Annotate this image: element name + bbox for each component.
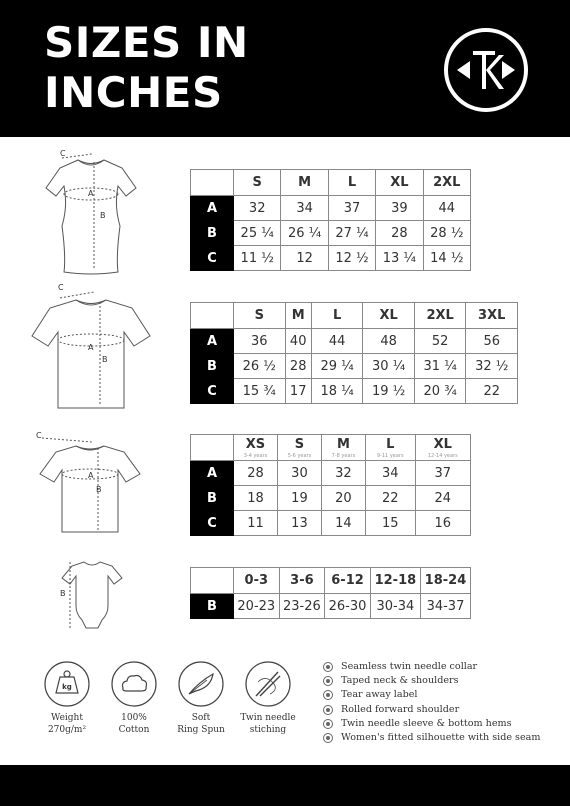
table-corner (191, 568, 234, 594)
age-range: 5-6 years (287, 452, 312, 459)
table-cell: 28 (234, 461, 278, 486)
table-cell: 28 (376, 221, 423, 246)
row-label: A (191, 196, 234, 221)
table-cell: 23-26 (279, 594, 325, 619)
size-header (415, 435, 470, 461)
table-cell: 30-34 (370, 594, 420, 619)
label-a-2: A (88, 343, 94, 352)
table-cell: 20 ¾ (414, 379, 466, 404)
row-label: A (191, 329, 234, 354)
page-title: SIZES IN INCHES (44, 18, 249, 117)
row-label: B (191, 221, 234, 246)
feature-text: Seamless twin needle collar (341, 661, 478, 672)
label-b-1: B (100, 211, 106, 220)
baby-bodysuit-diagram (58, 554, 128, 634)
table-cell: 37 (328, 196, 375, 221)
icon-label-ringspun: Soft Ring Spun (177, 713, 225, 735)
table-cell: 29 ¼ (311, 354, 363, 379)
bullet-icon (323, 733, 333, 743)
table-cell: 34 (281, 196, 328, 221)
table-corner (191, 435, 234, 461)
table-cell: 13 ¼ (376, 246, 423, 271)
table-cell: 28 ½ (423, 221, 470, 246)
table-cell: 16 (415, 511, 470, 536)
size-header (234, 435, 278, 461)
size-label: XS (245, 436, 266, 452)
size-header: L (311, 303, 363, 329)
table-cell: 34 (365, 461, 415, 486)
table-cell: 30 ¼ (363, 354, 415, 379)
table-cell: 17 (285, 379, 311, 404)
size-label: S (294, 436, 305, 452)
table-cell: 14 (321, 511, 365, 536)
label-b-3: B (96, 485, 102, 494)
table-cell: 20 (321, 486, 365, 511)
weight-icon-glyph: kg (62, 683, 72, 691)
label-b-2: B (102, 355, 108, 364)
size-header (321, 435, 365, 461)
table-cell: 32 ½ (466, 354, 518, 379)
bullet-icon (323, 705, 333, 715)
feature-text: Rolled forward shoulder (341, 703, 460, 715)
table-cell: 11 (234, 511, 278, 536)
icon-label-weight: Weight 270g/m² (47, 713, 87, 735)
table-cell: 19 (277, 486, 321, 511)
bullet-icon (323, 662, 333, 672)
feature-list (323, 660, 540, 745)
kids-tshirt-diagram (32, 428, 148, 538)
size-label: M (336, 436, 350, 452)
row-label: C (191, 246, 234, 271)
table-cell: 26 ¼ (281, 221, 328, 246)
unisex-tshirt-diagram (28, 280, 154, 414)
size-header: 2XL (423, 170, 470, 196)
size-table-kids (190, 434, 471, 536)
age-range: 12-14 years (427, 452, 458, 459)
bullet-icon (323, 719, 333, 729)
table-cell: 18 ¼ (311, 379, 363, 404)
size-table-baby (190, 567, 471, 619)
feature-item (323, 688, 540, 702)
table-cell: 20-23 (234, 594, 280, 619)
row-label: C (191, 511, 234, 536)
row-label: A (191, 461, 234, 486)
table-cell: 13 (277, 511, 321, 536)
icon-label-twin-needle: Twin needle stiching (240, 713, 296, 735)
bullet-icon (323, 690, 333, 700)
table-cell: 31 ¼ (414, 354, 466, 379)
size-header: 0-3 (234, 568, 280, 594)
label-a-3: A (88, 471, 94, 480)
table-cell: 15 (365, 511, 415, 536)
table-cell: 40 (285, 329, 311, 354)
size-header: S (234, 170, 281, 196)
size-header: 6-12 (325, 568, 371, 594)
table-cell: 14 ½ (423, 246, 470, 271)
table-cell: 32 (234, 196, 281, 221)
label-a-1: A (88, 189, 94, 198)
feature-item (323, 674, 540, 688)
table-cell: 19 ½ (363, 379, 415, 404)
size-header: 3XL (466, 303, 518, 329)
row-label: B (191, 486, 234, 511)
feature-text: Women's fitted silhouette with side seam (341, 731, 541, 743)
table-cell: 27 ¼ (328, 221, 375, 246)
label-b-4: B (60, 589, 66, 598)
table-cell: 15 ¾ (234, 379, 286, 404)
footer-bar (0, 765, 570, 806)
table-cell: 26-30 (325, 594, 371, 619)
table-cell: 48 (363, 329, 415, 354)
size-header: XL (376, 170, 423, 196)
age-range: 3-4 years (243, 452, 268, 459)
weight-icon (43, 660, 91, 708)
age-range: 9-11 years (376, 452, 404, 459)
size-label: L (386, 436, 395, 452)
table-cell: 11 ½ (234, 246, 281, 271)
feature-item (323, 731, 540, 745)
feature-item (323, 660, 540, 674)
table-cell: 18 (234, 486, 278, 511)
row-label: B (191, 354, 234, 379)
table-cell: 32 (321, 461, 365, 486)
size-table-women (190, 169, 471, 271)
table-cell: 56 (466, 329, 518, 354)
table-cell: 26 ½ (234, 354, 286, 379)
table-cell: 34-37 (420, 594, 470, 619)
womens-tshirt-diagram (36, 146, 146, 278)
table-cell: 39 (376, 196, 423, 221)
label-c-2: C (58, 283, 64, 292)
feature-item (323, 717, 540, 731)
label-c-1: C (60, 149, 66, 158)
row-label: B (191, 594, 234, 619)
size-header: L (328, 170, 375, 196)
table-cell: 22 (365, 486, 415, 511)
brand-logo-icon (443, 27, 529, 113)
size-header (277, 435, 321, 461)
bullet-icon (323, 676, 333, 686)
table-cell: 24 (415, 486, 470, 511)
label-c-3: C (36, 431, 42, 440)
table-cell: 36 (234, 329, 286, 354)
table-cell: 12 (281, 246, 328, 271)
size-header: 12-18 (370, 568, 420, 594)
table-cell: 22 (466, 379, 518, 404)
size-header: 2XL (414, 303, 466, 329)
age-range: 7-8 years (331, 452, 356, 459)
header-banner (0, 0, 570, 137)
table-corner (191, 303, 234, 329)
size-table-unisex (190, 302, 518, 404)
feature-text: Twin needle sleeve & bottom hems (341, 717, 512, 729)
table-cell: 44 (423, 196, 470, 221)
table-cell: 25 ¼ (234, 221, 281, 246)
needle-icon (244, 660, 292, 708)
table-cell: 28 (285, 354, 311, 379)
feature-item (323, 703, 540, 717)
row-label: C (191, 379, 234, 404)
size-header: 18-24 (420, 568, 470, 594)
size-header: 3-6 (279, 568, 325, 594)
size-label: XL (433, 436, 452, 452)
table-cell: 37 (415, 461, 470, 486)
table-cell: 44 (311, 329, 363, 354)
size-header (365, 435, 415, 461)
size-header: S (234, 303, 286, 329)
feather-icon (177, 660, 225, 708)
table-cell: 52 (414, 329, 466, 354)
feature-text: Taped neck & shoulders (341, 675, 459, 687)
size-header: M (281, 170, 328, 196)
cotton-icon (110, 660, 158, 708)
feature-text: Tear away label (341, 689, 418, 701)
size-header: XL (363, 303, 415, 329)
size-header: M (285, 303, 311, 329)
table-corner (191, 170, 234, 196)
icon-label-cotton: 100% Cotton (118, 713, 150, 735)
table-cell: 30 (277, 461, 321, 486)
table-cell: 12 ½ (328, 246, 375, 271)
